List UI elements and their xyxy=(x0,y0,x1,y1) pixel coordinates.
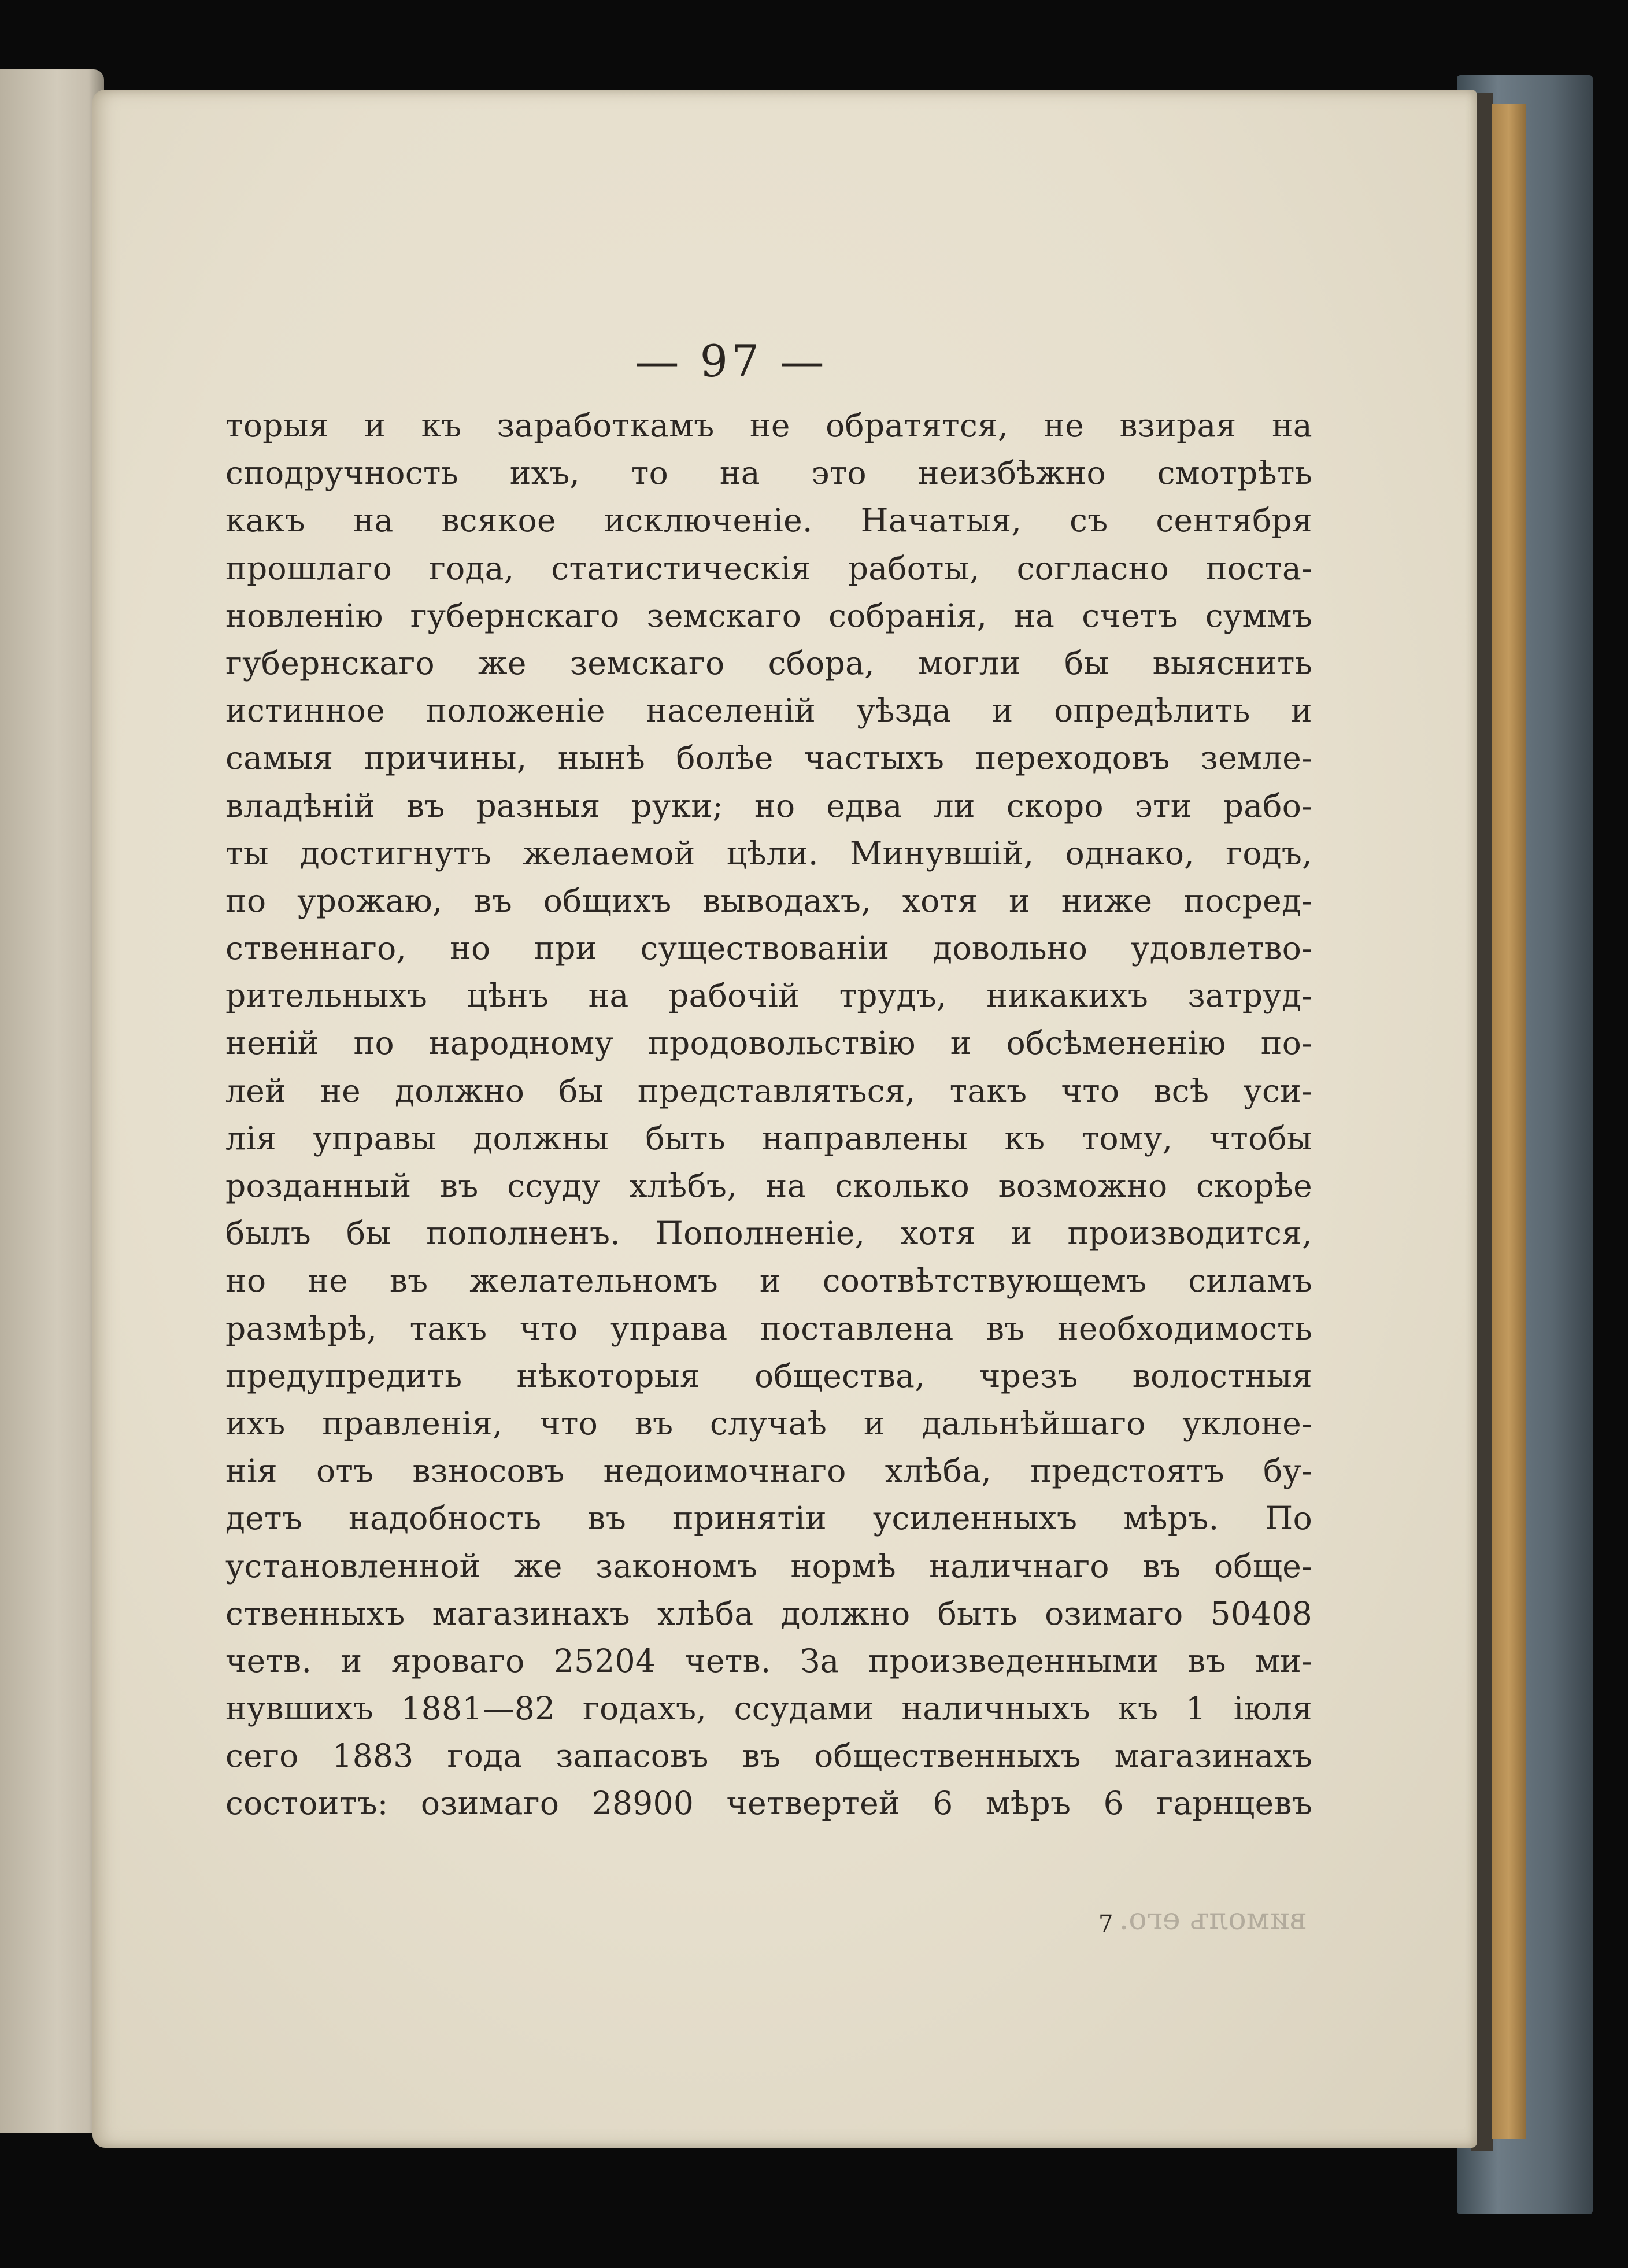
text-line: розданный въ ссуду хлѣбъ, на сколько возможно скорѣе xyxy=(225,1167,1312,1204)
text-line: размѣрѣ, такъ что управа поставлена въ необходимость xyxy=(225,1309,1312,1347)
text-line: владѣній въ разныя руки; но едва ли скоро эти рабо- xyxy=(225,787,1312,824)
text-line: самыя причины, нынѣ болѣе частыхъ переходовъ земле- xyxy=(225,739,1312,777)
text-line: ственныхъ магазинахъ хлѣба должно быть озимаго 50408 xyxy=(225,1594,1312,1632)
text-line: губернскаго же земскаго сбора, могли бы выяснить xyxy=(225,644,1312,682)
signature-mark: 7 xyxy=(1098,1911,1113,1937)
page-number: — 97 — xyxy=(635,335,828,387)
text-line: лей не должно бы представляться, такъ что всѣ уси- xyxy=(225,1072,1312,1109)
text-line: ихъ правленія, что въ случаѣ и дальнѣйшаго уклоне- xyxy=(225,1404,1312,1442)
text-line: состоитъ: озимаго 28900 четвертей 6 мѣръ 6 гарнцевъ xyxy=(225,1785,1312,1822)
text-line: сподручность ихъ, то на это неизбѣжно смотрѣть xyxy=(225,454,1312,492)
body-text xyxy=(225,402,1312,1827)
left-page-edge xyxy=(0,69,104,2133)
bleed-through-text: вимолъ его. xyxy=(1119,1902,1307,1937)
text-line: неній по народному продовольствію и обсѣмененію по- xyxy=(225,1024,1312,1062)
text-line: какъ на всякое исключеніе. Начатыя, съ сентября xyxy=(225,502,1312,539)
text-line: но не въ желательномъ и соотвѣтствующемъ силамъ xyxy=(225,1262,1312,1300)
text-line: по урожаю, въ общихъ выводахъ, хотя и ниже посред- xyxy=(225,882,1312,919)
book-page xyxy=(92,90,1477,2148)
text-line: установленной же закономъ нормѣ наличнаго въ обще- xyxy=(225,1547,1312,1585)
text-line: новленію губернскаго земскаго собранія, на счетъ суммъ xyxy=(225,597,1312,634)
text-line: детъ надобность въ принятіи усиленныхъ мѣръ. По xyxy=(225,1500,1312,1537)
text-line: четв. и яроваго 25204 четв. За произведенными въ ми- xyxy=(225,1642,1312,1679)
text-line: торыя и къ заработкамъ не обратятся, не взирая на xyxy=(225,407,1312,444)
text-line: ты достигнутъ желаемой цѣли. Минувшій, однако, годъ, xyxy=(225,834,1312,872)
text-line: нувшихъ 1881—82 годахъ, ссудами наличныхъ къ 1 іюля xyxy=(225,1690,1312,1727)
text-line: былъ бы пополненъ. Пополненіе, хотя и производится, xyxy=(225,1215,1312,1252)
text-line: рительныхъ цѣнъ на рабочій трудъ, никакихъ затруд- xyxy=(225,977,1312,1015)
text-line: ственнаго, но при существованіи довольно удовлетво- xyxy=(225,930,1312,967)
text-line: сего 1883 года запасовъ въ общественныхъ магазинахъ xyxy=(225,1737,1312,1775)
text-line: лія управы должны быть направлены къ тому, чтобы xyxy=(225,1119,1312,1157)
text-line: прошлаго года, статистическія работы, согласно поста- xyxy=(225,549,1312,587)
text-line: истинное положеніе населеній уѣзда и опредѣлить и xyxy=(225,692,1312,730)
text-line: предупредить нѣкоторыя общества, чрезъ волостныя xyxy=(225,1357,1312,1394)
right-page-edges xyxy=(1492,104,1526,2139)
text-line: нія отъ взносовъ недоимочнаго хлѣба, предстоятъ бу- xyxy=(225,1452,1312,1490)
